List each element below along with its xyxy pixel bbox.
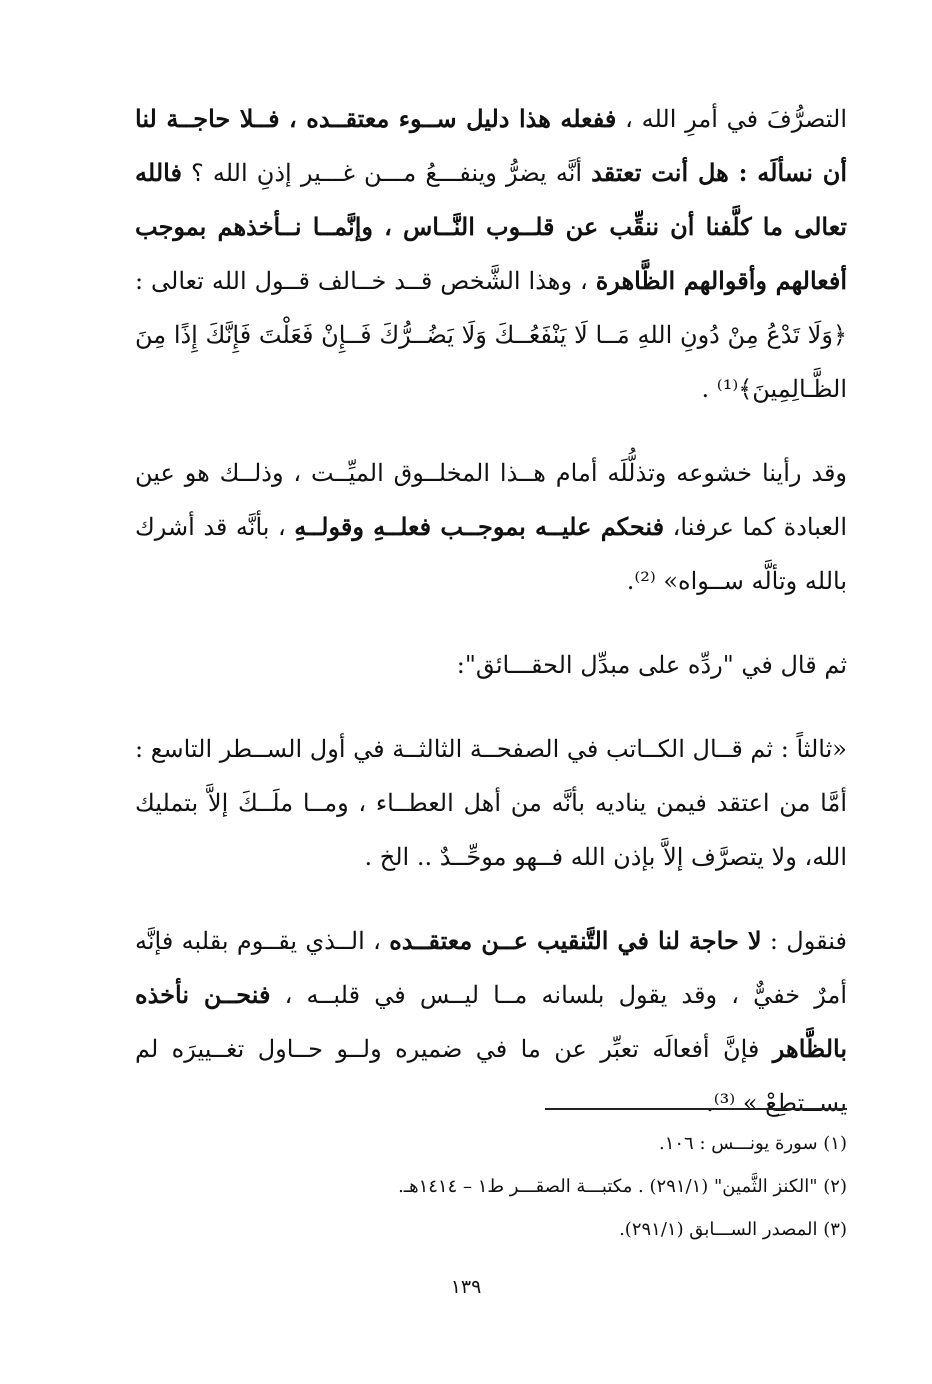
bold-text-span: لا حاجة لنا في التَّنقيب عــن معتقــده [389,926,762,955]
text-span: ، بأنَّه قد أشرك بالله وتألَّه ســواه» ⁽²⁾. [135,513,847,595]
text-span: «ثالثاً : ثم قــال الكــاتب في الصفحــة الثالثــة في أول الســطر التاسع : أمَّا من اعتقد فيمن يناديه بأنَّه من أهل العطــاء ، ومــا ملَــكَ إلاَّ بتمليك الله، ولا يتصرَّف إلاَّ بإذن الله فــهو موحِّــدٌ .. الخ . [135,735,847,871]
paragraph [135,638,847,692]
text-span: فنقول : [761,927,847,955]
text-span: ، وهذا الشَّخص قــد خــالف قــول الله تعالى : ﴿وَلَا تَدْعُ مِنْ دُونِ اللهِ مَــا لَا يَنْفَعُــكَ وَلَا يَضُــرُّكَ فَــإِنْ فَعَلْتَ فَإِنَّكَ إِذًا مِنَ الظَّـالِمِينَ﴾⁽¹⁾ . [135,267,847,403]
text-span: التصرُّفَ في أمرِ الله ، [616,105,847,133]
paragraph-gap [135,608,847,638]
bold-text-span: فنحكم عليــه بموجــب فعلــهِ وقولــهِ [294,512,665,541]
text-span: ثم قال في "ردِّه على مبدِّل الحقـــائق": [456,651,847,679]
text-span: ، الــذي يقــوم بقلبه فإنَّه أمرٌ خفيٌّ ، وقد يقول بلسانه مــا ليــس في قلبــه ، [135,927,847,1009]
text-span: أنَّه يضرُّ وينفـــعُ مـــن غـــير إذنِ الله ؟ [181,159,592,187]
paragraph-gap [135,692,847,722]
footnote-divider [545,1108,847,1110]
text-span: فإنَّ أفعالَه تعبِّر عن ما في ضميره ولــو حــاول تغــييرَه لم يســتطِعْ » ⁽³⁾. [135,1035,847,1117]
bold-text-span: ففعله هذا دليل ســوء معتقــده ، فــلا حاجــة لنا أن نسألَه : هل أنت تعتقد [135,104,847,187]
bold-text-span: فنحــن نأخذه بالظَّاهر [135,980,847,1063]
quote-paragraph [135,722,847,884]
footnote-3: (٣) المصدر الســـابق (٢٩١/١). [619,1219,847,1240]
paragraph [135,914,847,1130]
page-number: ١٣٩ [450,1276,482,1298]
paragraph [135,92,847,416]
text-span: وقد رأينا خشوعه وتذلُّلَه أمام هــذا المخلــوق الميِّــت ، وذلــك هو عين العبادة كما عرفنا، [135,459,848,541]
paragraph-gap [135,416,847,446]
bold-text-span: فالله تعالى ما كلَّفنا أن ننقِّب عن قلــوب النَّــاس ، وإنَّمــا نــأخذهم بموجب أفعالهم وأقوالهم الظَّاهرة [135,158,848,295]
footnote-2: (٢) "الكنز الثَّمين" (٢٩١/١) . مكتبـــة الصقـــر ط١ – ١٤١٤هـ. [398,1176,847,1197]
footnotes [135,1122,847,1251]
paragraph [135,446,847,608]
footnote-1: (١) سورة يونـــس : ١٠٦. [658,1133,847,1154]
paragraph-gap [135,884,847,914]
main-text [135,92,847,1130]
